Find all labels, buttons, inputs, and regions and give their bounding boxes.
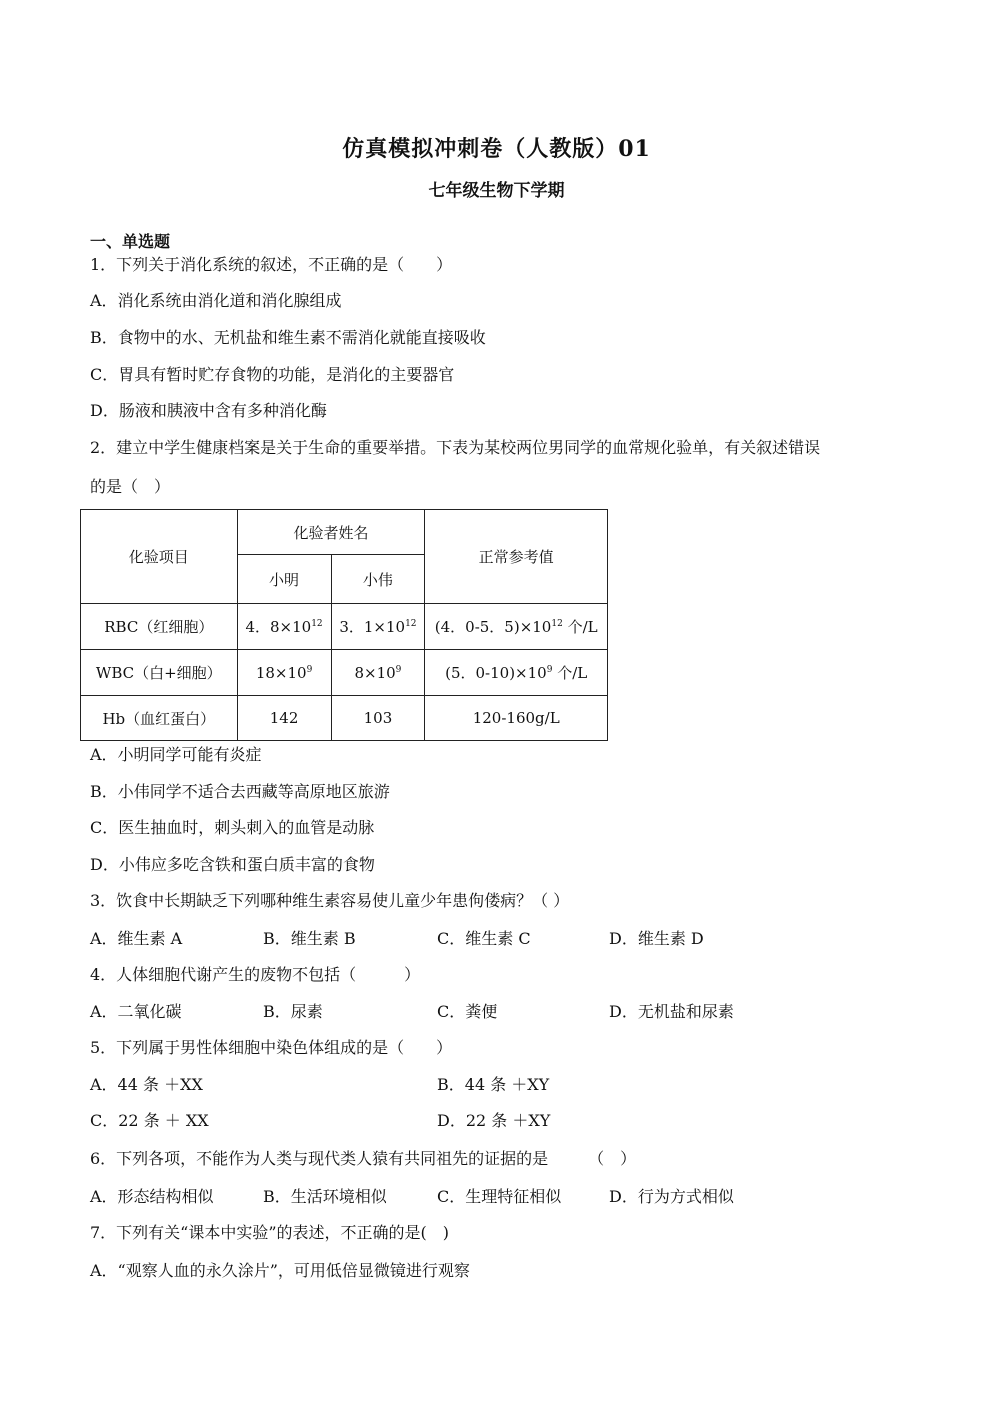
table-header-person-2: 小伟	[331, 555, 425, 604]
table-cell-item: RBC（红细胞）	[81, 604, 238, 650]
table-cell-value: 3．$1\times 10^{12}$	[331, 604, 425, 650]
question-3-option-b: B．维生素 B	[263, 929, 356, 948]
question-2-option-a: A．小明同学可能有炎症	[90, 745, 262, 764]
question-2-option-b: B．小伟同学不适合去西藏等高原地区旅游	[90, 782, 390, 801]
question-6-option-a: A．形态结构相似	[90, 1187, 214, 1206]
section-heading: 一、单选题	[90, 232, 171, 251]
table-cell-item: Hb（血红蛋白）	[81, 696, 238, 741]
question-3-option-a: A．维生素 A	[90, 929, 183, 948]
question-4-option-c: C．粪便	[437, 1002, 498, 1021]
question-5-option-a: A．44 条 ＋XX	[90, 1075, 203, 1094]
question-4-stem: 4．人体细胞代谢产生的废物不包括（ ）	[90, 965, 421, 984]
table-row	[81, 696, 608, 741]
question-1-stem: 1．下列关于消化系统的叙述，不正确的是（ ）	[90, 255, 453, 274]
question-3-option-c: C．维生素 C	[437, 929, 531, 948]
table-cell-value: 4．$8\times 10^{12}$	[237, 604, 331, 650]
question-1-option-a: A．消化系统由消化道和消化腺组成	[90, 291, 342, 310]
question-6-option-c: C．生理特征相似	[437, 1187, 562, 1206]
question-3-stem: 3．饮食中长期缺乏下列哪种维生素容易使儿童少年患佝偻病？（ ）	[90, 891, 570, 910]
question-6-stem: 6．下列各项，不能作为人类与现代类人猿有共同祖先的证据的是 （ ）	[90, 1149, 637, 1168]
table-cell-item: WBC（白+细胞）	[81, 650, 238, 696]
table-cell-value: 103	[331, 696, 425, 741]
question-5-option-d: D．22 条 ＋XY	[437, 1111, 551, 1130]
table-cell-reference: (4．0-5．$5)\times 10^{12}$ 个/L	[425, 604, 608, 650]
question-5-option-b: B．44 条 ＋XY	[437, 1075, 550, 1094]
blood-test-table	[80, 509, 608, 741]
table-cell-value: $8\times 10^9$	[331, 650, 425, 696]
question-3-option-d: D．维生素 D	[609, 929, 704, 948]
question-4-option-a: A．二氧化碳	[90, 1002, 182, 1021]
question-7-stem: 7．下列有关“课本中实验”的表述，不正确的是( )	[90, 1223, 450, 1242]
question-1-option-c: C．胃具有暂时贮存食物的功能，是消化的主要器官	[90, 365, 455, 384]
question-1-option-b: B．食物中的水、无机盐和维生素不需消化就能直接吸收	[90, 328, 486, 347]
question-2-stem-cont: 的是（ ）	[90, 477, 171, 496]
question-4-option-b: B．尿素	[263, 1002, 323, 1021]
question-2-option-d: D．小伟应多吃含铁和蛋白质丰富的食物	[90, 855, 375, 874]
question-7-option-a: A．“观察人血的永久涂片”，可用低倍显微镜进行观察	[90, 1261, 470, 1280]
question-6-option-d: D．行为方式相似	[609, 1187, 734, 1206]
page-title: 仿真模拟冲刺卷（人教版）01	[342, 136, 651, 162]
table-cell-value: $18\times 10^9$	[237, 650, 331, 696]
table-row	[81, 604, 608, 650]
question-5-option-c: C．22 条 ＋ XX	[90, 1111, 209, 1130]
table-cell-reference: (5．$0-10)\times 10^9$ 个/L	[425, 650, 608, 696]
table-header-reference: 正常参考值	[425, 510, 608, 604]
question-6-option-b: B．生活环境相似	[263, 1187, 387, 1206]
table-header-person-1: 小明	[237, 555, 331, 604]
table-header-item: 化验项目	[81, 510, 238, 604]
table-cell-value: 142	[237, 696, 331, 741]
page-subtitle: 七年级生物下学期	[428, 181, 565, 201]
table-row	[81, 650, 608, 696]
table-cell-reference: 120-160g/L	[425, 696, 608, 741]
table-header-name: 化验者姓名	[237, 510, 425, 555]
question-2-stem: 2．建立中学生健康档案是关于生命的重要举措。下表为某校两位男同学的血常规化验单，有关叙述错误	[90, 438, 821, 457]
question-5-stem: 5．下列属于男性体细胞中染色体组成的是（ ）	[90, 1038, 453, 1057]
question-1-option-d: D．肠液和胰液中含有多种消化酶	[90, 401, 327, 420]
question-4-option-d: D．无机盐和尿素	[609, 1002, 734, 1021]
question-2-option-c: C．医生抽血时，刺头刺入的血管是动脉	[90, 818, 375, 837]
